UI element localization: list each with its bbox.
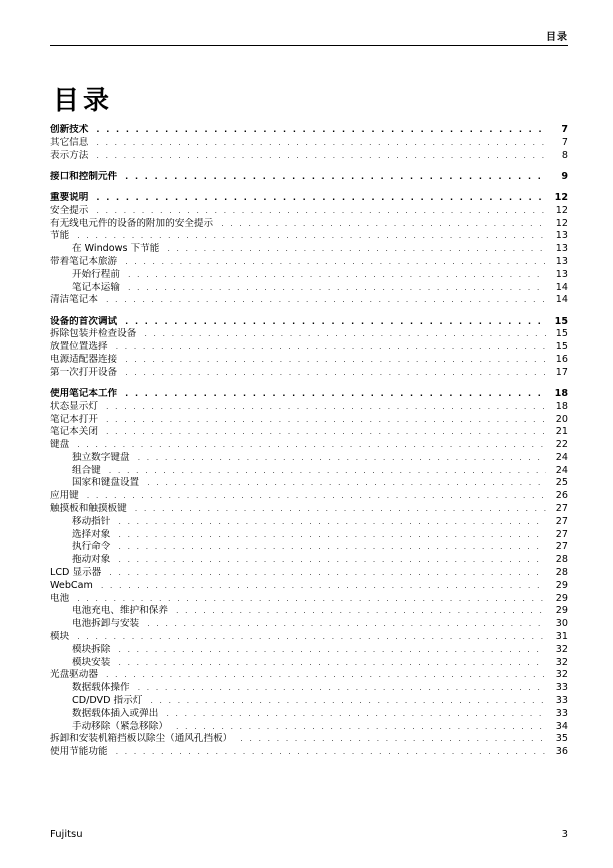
- toc-entry[interactable]: [50, 733, 568, 746]
- toc-entry[interactable]: [50, 477, 568, 490]
- toc-dot-leader: [87, 490, 546, 503]
- toc-entry-page-number: 20: [555, 413, 568, 425]
- footer-page-number: 3: [561, 829, 568, 840]
- toc-dot-leader: [125, 316, 546, 329]
- toc-dot-leader: [125, 388, 546, 401]
- toc-entry-page-number: 15: [555, 328, 568, 340]
- toc-entry-page-number: 18: [555, 400, 568, 412]
- toc-dot-leader: [106, 414, 546, 427]
- toc-entry-page-number: 16: [555, 353, 568, 365]
- toc-entry[interactable]: [50, 529, 568, 542]
- toc-entry[interactable]: [50, 294, 568, 307]
- footer-brand: Fujitsu: [50, 829, 83, 840]
- toc-entry-label: 接口和控制元件: [50, 170, 118, 182]
- toc-dot-leader: [150, 695, 546, 708]
- toc-dot-leader: [96, 150, 546, 163]
- toc-entry-page-number: 13: [555, 255, 568, 267]
- toc-entry-page-number: 29: [555, 579, 568, 591]
- toc-dot-leader: [96, 124, 546, 137]
- toc-entry[interactable]: [50, 708, 568, 721]
- toc-entry[interactable]: [50, 150, 568, 163]
- toc-entry[interactable]: [50, 631, 568, 644]
- toc-entry-label: 设备的首次调试: [50, 315, 118, 327]
- toc-dot-leader: [118, 516, 546, 529]
- toc-dot-leader: [176, 605, 546, 618]
- toc-entry-label: 使用笔记本工作: [50, 387, 118, 399]
- toc-entry-label: 电源适配器连接: [50, 353, 118, 365]
- toc-entry-page-number: 13: [555, 268, 568, 280]
- toc-entry-page-number: 13: [555, 230, 568, 242]
- toc-entry-label: 笔记本打开: [50, 413, 98, 425]
- toc-entry-label: LCD 显示器: [50, 567, 102, 579]
- toc-entry-label: 模块拆除: [72, 643, 111, 655]
- running-header: 目录: [546, 32, 568, 43]
- toc-entry-page-number: 15: [554, 315, 568, 327]
- toc-entry-page-number: 32: [555, 669, 568, 681]
- toc-entry-label: 独立数字键盘: [72, 451, 130, 463]
- toc-entry[interactable]: [50, 205, 568, 218]
- toc-entry[interactable]: [50, 618, 568, 631]
- toc-entry-label: 表示方法: [50, 149, 89, 161]
- toc-entry-label: 使用节能功能: [50, 746, 108, 758]
- toc-entry-page-number: 28: [555, 554, 568, 566]
- toc-entry-label: 触摸板和触摸板键: [50, 503, 127, 515]
- toc-dot-leader: [125, 256, 546, 269]
- toc-entry-page-number: 26: [555, 490, 568, 502]
- toc-entry-page-number: 30: [555, 618, 568, 630]
- toc-entry-page-number: 36: [555, 746, 568, 758]
- toc-dot-leader: [77, 593, 546, 606]
- toc-entry-label: 电池充电、维护和保养: [72, 605, 168, 617]
- toc-entry-page-number: 17: [555, 366, 568, 378]
- toc-entry-page-number: 15: [555, 341, 568, 353]
- toc-entry-label: 模块: [50, 631, 70, 643]
- toc-entry-page-number: 14: [555, 294, 568, 306]
- toc-chapter-entry[interactable]: [50, 124, 568, 137]
- toc-entry-label: 拖动对象: [72, 554, 111, 566]
- header-divider: [50, 45, 568, 46]
- toc-entry[interactable]: [50, 137, 568, 150]
- toc-entry-label: 电池拆卸与安装: [72, 618, 140, 630]
- toc-dot-leader: [101, 580, 546, 593]
- toc-dot-leader: [176, 721, 546, 734]
- toc-entry[interactable]: [50, 746, 568, 759]
- toc-entry[interactable]: [50, 218, 568, 231]
- toc-entry-label: 拆除包装并检查设备: [50, 328, 137, 340]
- toc-entry-page-number: 29: [555, 605, 568, 617]
- toc-entry-page-number: 25: [555, 477, 568, 489]
- toc-entry-label: WebCam: [50, 579, 93, 591]
- toc-entry-label: 创新技术: [50, 124, 89, 135]
- toc-entry-label: 组合键: [72, 464, 101, 476]
- toc-entry[interactable]: [50, 256, 568, 269]
- toc-entry-label: 应用键: [50, 490, 79, 502]
- toc-entry[interactable]: [50, 593, 568, 606]
- toc-entry-label: 选择对象: [72, 528, 111, 540]
- toc-chapter-entry[interactable]: [50, 316, 568, 329]
- toc-dot-leader: [77, 439, 546, 452]
- toc-dot-leader: [166, 708, 546, 721]
- toc-entry-page-number: 24: [555, 464, 568, 476]
- toc-entry[interactable]: [50, 452, 568, 465]
- toc-dot-leader: [106, 426, 546, 439]
- toc-entry-label: 拆卸和安装机箱挡板以除尘（通风孔挡板）: [50, 733, 233, 745]
- toc-dot-leader: [125, 367, 546, 380]
- toc-entry-label: 安全提示: [50, 204, 89, 216]
- toc-entry[interactable]: [50, 721, 568, 734]
- toc-entry-page-number: 33: [555, 682, 568, 694]
- toc-entry-page-number: 7: [561, 136, 568, 148]
- toc-dot-leader: [77, 230, 546, 243]
- toc-entry-page-number: 29: [555, 592, 568, 604]
- toc-dot-leader: [125, 171, 546, 184]
- toc-dot-leader: [240, 733, 546, 746]
- toc-dot-leader: [118, 541, 546, 554]
- toc-entry-label: 电池: [50, 592, 70, 604]
- toc-dot-leader: [147, 618, 546, 631]
- toc-entry[interactable]: [50, 341, 568, 354]
- toc-entry[interactable]: [50, 354, 568, 367]
- toc-entry-label: 开始行程前: [72, 268, 120, 280]
- toc-entry-page-number: 32: [555, 656, 568, 668]
- toc-entry-page-number: 18: [554, 387, 568, 399]
- toc-entry[interactable]: [50, 439, 568, 452]
- toc-entry-label: 模块安装: [72, 656, 111, 668]
- toc-entry[interactable]: [50, 669, 568, 682]
- table-of-contents: [50, 124, 568, 759]
- toc-entry-label: 执行命令: [72, 541, 111, 553]
- toc-entry-page-number: 13: [555, 243, 568, 255]
- toc-entry-label: 其它信息: [50, 136, 89, 148]
- toc-entry-label: 重要说明: [50, 191, 89, 203]
- toc-entry[interactable]: [50, 243, 568, 256]
- toc-entry[interactable]: [50, 605, 568, 618]
- toc-entry[interactable]: [50, 695, 568, 708]
- toc-entry-label: 在 Windows 下节能: [72, 243, 160, 255]
- toc-entry-page-number: 27: [555, 515, 568, 527]
- toc-entry-page-number: 31: [555, 631, 568, 643]
- toc-entry-page-number: 22: [555, 439, 568, 451]
- toc-entry[interactable]: [50, 644, 568, 657]
- toc-entry[interactable]: [50, 516, 568, 529]
- toc-dot-leader: [147, 477, 546, 490]
- toc-entry[interactable]: [50, 367, 568, 380]
- toc-entry[interactable]: [50, 541, 568, 554]
- toc-dot-leader: [128, 269, 546, 282]
- toc-entry-page-number: 12: [554, 191, 568, 203]
- toc-entry[interactable]: [50, 414, 568, 427]
- toc-dot-leader: [144, 328, 546, 341]
- toc-dot-leader: [106, 669, 546, 682]
- toc-entry-page-number: 24: [555, 451, 568, 463]
- toc-entry-label: 第一次打开设备: [50, 366, 118, 378]
- toc-dot-leader: [128, 282, 546, 295]
- toc-entry-page-number: 33: [555, 695, 568, 707]
- toc-chapter-entry[interactable]: [50, 388, 568, 401]
- toc-entry-page-number: 34: [555, 720, 568, 732]
- toc-entry-label: 有无线电元件的设备的附加的安全提示: [50, 217, 214, 229]
- toc-dot-leader: [77, 631, 546, 644]
- toc-dot-leader: [138, 682, 546, 695]
- toc-dot-leader: [118, 529, 546, 542]
- toc-dot-leader: [138, 452, 546, 465]
- toc-dot-leader: [221, 218, 546, 231]
- toc-entry[interactable]: [50, 426, 568, 439]
- toc-entry-page-number: 12: [555, 217, 568, 229]
- toc-entry-label: CD/DVD 指示灯: [72, 695, 143, 707]
- toc-dot-leader: [135, 503, 546, 516]
- toc-entry[interactable]: [50, 490, 568, 503]
- toc-entry[interactable]: [50, 328, 568, 341]
- toc-dot-leader: [106, 294, 546, 307]
- toc-entry-label: 笔记本运输: [72, 281, 120, 293]
- toc-entry-page-number: 9: [561, 170, 568, 182]
- toc-entry-label: 光盘驱动器: [50, 669, 98, 681]
- toc-chapter-entry[interactable]: [50, 192, 568, 205]
- toc-dot-leader: [118, 644, 546, 657]
- toc-entry-page-number: 27: [555, 503, 568, 515]
- toc-entry[interactable]: [50, 282, 568, 295]
- toc-dot-leader: [106, 401, 546, 414]
- toc-entry-page-number: 33: [555, 707, 568, 719]
- toc-entry[interactable]: [50, 567, 568, 580]
- toc-entry-label: 状态显示灯: [50, 400, 98, 412]
- toc-entry[interactable]: [50, 465, 568, 478]
- toc-entry-label: 数据载体插入或弹出: [72, 707, 159, 719]
- toc-entry-page-number: 35: [555, 733, 568, 745]
- page-title: 目录: [53, 86, 114, 116]
- toc-entry-page-number: 28: [555, 567, 568, 579]
- toc-dot-leader: [96, 205, 546, 218]
- toc-entry-page-number: 8: [561, 149, 568, 161]
- toc-entry-page-number: 32: [555, 643, 568, 655]
- toc-dot-leader: [109, 567, 546, 580]
- toc-entry-page-number: 21: [555, 426, 568, 438]
- toc-entry-label: 移动指针: [72, 515, 111, 527]
- toc-entry-label: 国家和键盘设置: [72, 477, 140, 489]
- toc-entry[interactable]: [50, 269, 568, 282]
- toc-entry[interactable]: [50, 554, 568, 567]
- toc-dot-leader: [116, 746, 546, 759]
- toc-entry-label: 键盘: [50, 439, 70, 451]
- toc-entry-page-number: 27: [555, 541, 568, 553]
- toc-dot-leader: [167, 243, 546, 256]
- toc-dot-leader: [118, 554, 546, 567]
- toc-chapter-entry[interactable]: [50, 171, 568, 184]
- toc-entry[interactable]: [50, 503, 568, 516]
- toc-dot-leader: [116, 341, 546, 354]
- toc-entry[interactable]: [50, 682, 568, 695]
- toc-dot-leader: [96, 192, 546, 205]
- toc-entry-label: 节能: [50, 230, 70, 242]
- toc-entry-page-number: 14: [555, 281, 568, 293]
- toc-entry-page-number: 12: [555, 204, 568, 216]
- toc-entry[interactable]: [50, 580, 568, 593]
- toc-entry-page-number: 7: [561, 124, 568, 135]
- toc-entry-label: 带着笔记本旅游: [50, 255, 118, 267]
- toc-entry[interactable]: [50, 657, 568, 670]
- toc-entry-page-number: 27: [555, 528, 568, 540]
- toc-entry-label: 数据载体操作: [72, 682, 130, 694]
- toc-entry[interactable]: [50, 401, 568, 414]
- toc-entry-label: 清洁笔记本: [50, 294, 98, 306]
- toc-entry[interactable]: [50, 230, 568, 243]
- toc-dot-leader: [96, 137, 546, 150]
- toc-entry-label: 手动移除（紧急移除）: [72, 720, 168, 732]
- toc-entry-label: 笔记本关闭: [50, 426, 98, 438]
- toc-dot-leader: [109, 465, 546, 478]
- toc-dot-leader: [125, 354, 546, 367]
- toc-entry-label: 放置位置选择: [50, 341, 108, 353]
- toc-dot-leader: [118, 657, 546, 670]
